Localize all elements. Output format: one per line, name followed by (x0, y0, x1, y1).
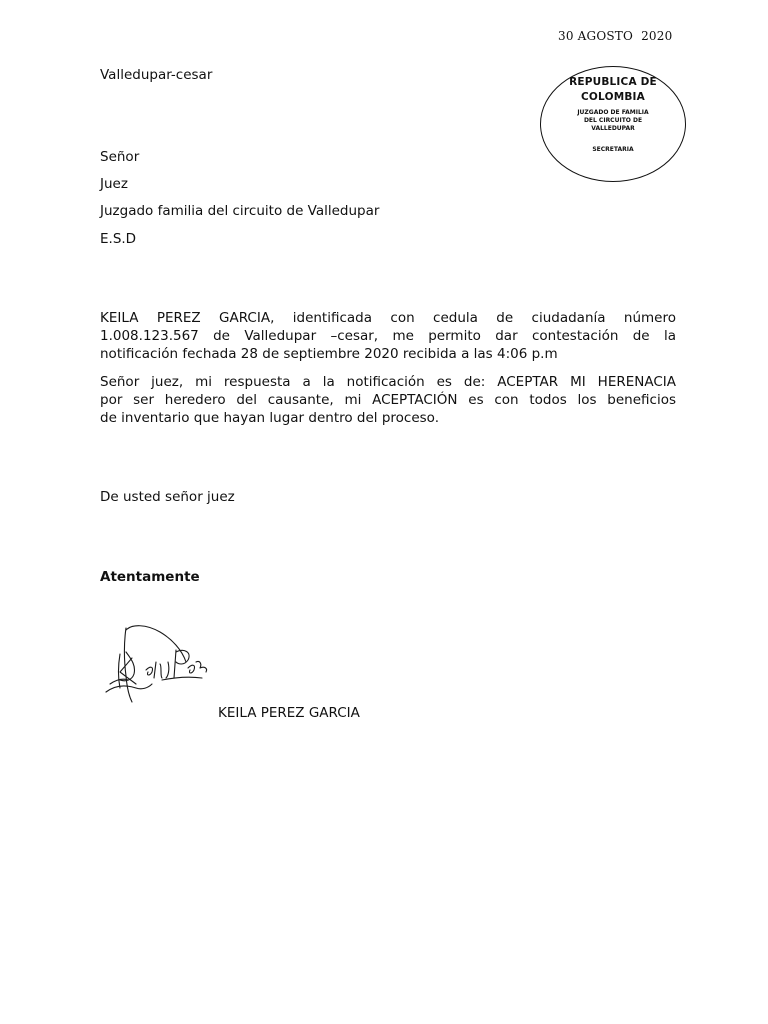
closing-line: De usted señor juez (100, 489, 235, 505)
body-paragraph-1 (100, 309, 676, 363)
seal-line-6: SECRETARIA (592, 146, 634, 153)
body-paragraph-2 (100, 373, 676, 427)
recipient-title: Juez (100, 176, 128, 192)
seal-line-2: COLOMBIA (581, 91, 645, 103)
seal-line-5: VALLEDUPAR (591, 125, 635, 132)
seal-line-1: REPUBLICA DE (569, 76, 657, 88)
paragraph-1-line: KEILA PEREZ GARCIA, identificada con cedula de ciudadanía número (100, 310, 676, 326)
place-line: Valledupar-cesar (100, 67, 213, 83)
letter-date: 30 AGOSTO 2020 (558, 29, 673, 43)
paragraph-1-line: notificación fechada 28 de septiembre 2020 recibida a las 4:06 p.m (100, 346, 558, 362)
paragraph-2-line: de inventario que hayan lugar dentro del proceso. (100, 410, 439, 426)
handwritten-signature (102, 622, 212, 704)
seal-line-3: JUZGADO DE FAMILIA (577, 109, 649, 116)
court-seal-stamp (540, 66, 686, 182)
signatory-name: KEILA PEREZ GARCIA (218, 705, 360, 721)
recipient-salutation: Señor (100, 149, 140, 165)
recipient-esd: E.S.D (100, 231, 137, 247)
sign-off: Atentamente (100, 569, 200, 585)
recipient-court: Juzgado familia del circuito de Valledupar (100, 203, 380, 219)
paragraph-2-line: Señor juez, mi respuesta a la notificación es de: ACEPTAR MI HERENACIA (100, 374, 676, 390)
seal-line-4: DEL CIRCUITO DE (583, 117, 643, 124)
paragraph-1-line: 1.008.123.567 de Valledupar –cesar, me permito dar contestación de la (100, 328, 676, 344)
paragraph-2-line: por ser heredero del causante, mi ACEPTACIÓN es con todos los beneficios (100, 392, 676, 408)
